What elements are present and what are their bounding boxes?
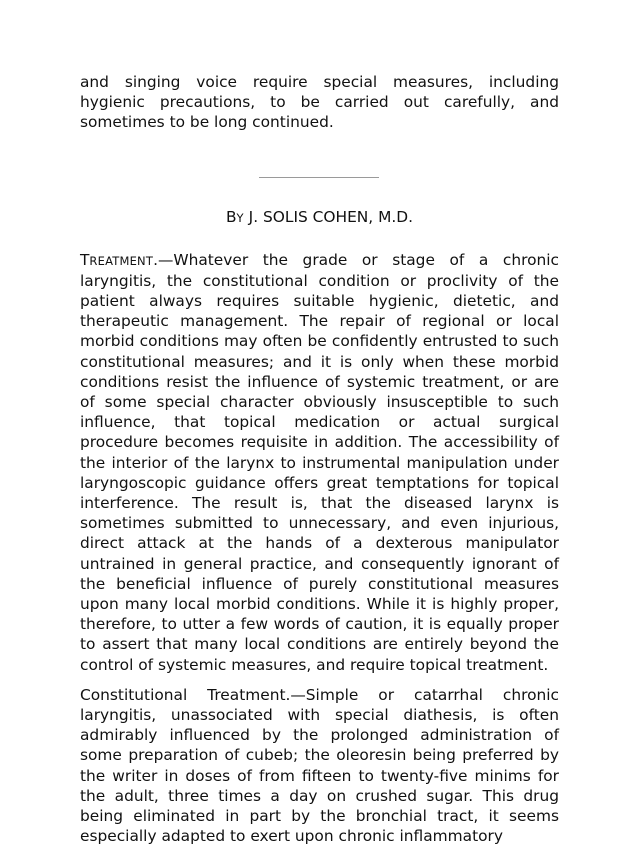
- constitutional-treatment-paragraph: Constitutional Treatment.—Simple or catarrhal chronic laryngitis, unassociated with special diathesis, is often admirably influenced by the prolonged administration of some preparation of cubeb; the oleoresin being preferred by the writer in doses of from fifteen to twenty-five minims for the adult, three times a day on crushed sugar. This drug being eliminated in part by the bronchial tract, it seems especially adapted to exert upon chronic inflammatory: [80, 685, 559, 846]
- byline-prefix-initial: B: [225, 207, 237, 226]
- treatment-body: .—Whatever the grade or stage of a chronic laryngitis, the constitutional condition or proclivity of the patient always requires suitable hygienic, dietetic, and therapeutic management. The repair of regional or local morbid conditions may often be confidently entrusted to such constitutional measures; and it is only when these morbid conditions resist the influence of systemic treatment, or are of some special character obviously insusceptible to such influence, that topical medication or actual surgical procedure becomes requisite in addition. The accessibility of the interior of the larynx to instrumental manipulation under laryngoscopic guidance offers great temptations for topical interference. The result is, that the diseased larynx is sometimes submitted to unnecessary, and even injurious, direct attack at the hands of a dexterous manipulator untrained in general practice, and consequently ignorant of the beneficial influence of purely constitutional measures upon many local morbid conditions. While it is highly proper, therefore, to utter a few words of caution, it is equally proper to assert that many local conditions are entirely beyond the control of systemic measures, and require topical treatment.: [80, 250, 559, 674]
- section-divider: [259, 177, 379, 178]
- document-page: [80, 72, 559, 847]
- byline-author: J. SOLIS COHEN, M.D.: [243, 207, 414, 226]
- treatment-lead-rest: REATMENT: [89, 253, 154, 268]
- byline-prefix-rest: Y: [236, 210, 244, 225]
- author-byline: [80, 207, 559, 228]
- treatment-lead-initial: T: [80, 250, 90, 269]
- treatment-paragraph: [80, 250, 559, 675]
- continuation-paragraph: and singing voice require special measures, including hygienic precautions, to be carried out carefully, and sometimes to be long continued.: [80, 73, 559, 132]
